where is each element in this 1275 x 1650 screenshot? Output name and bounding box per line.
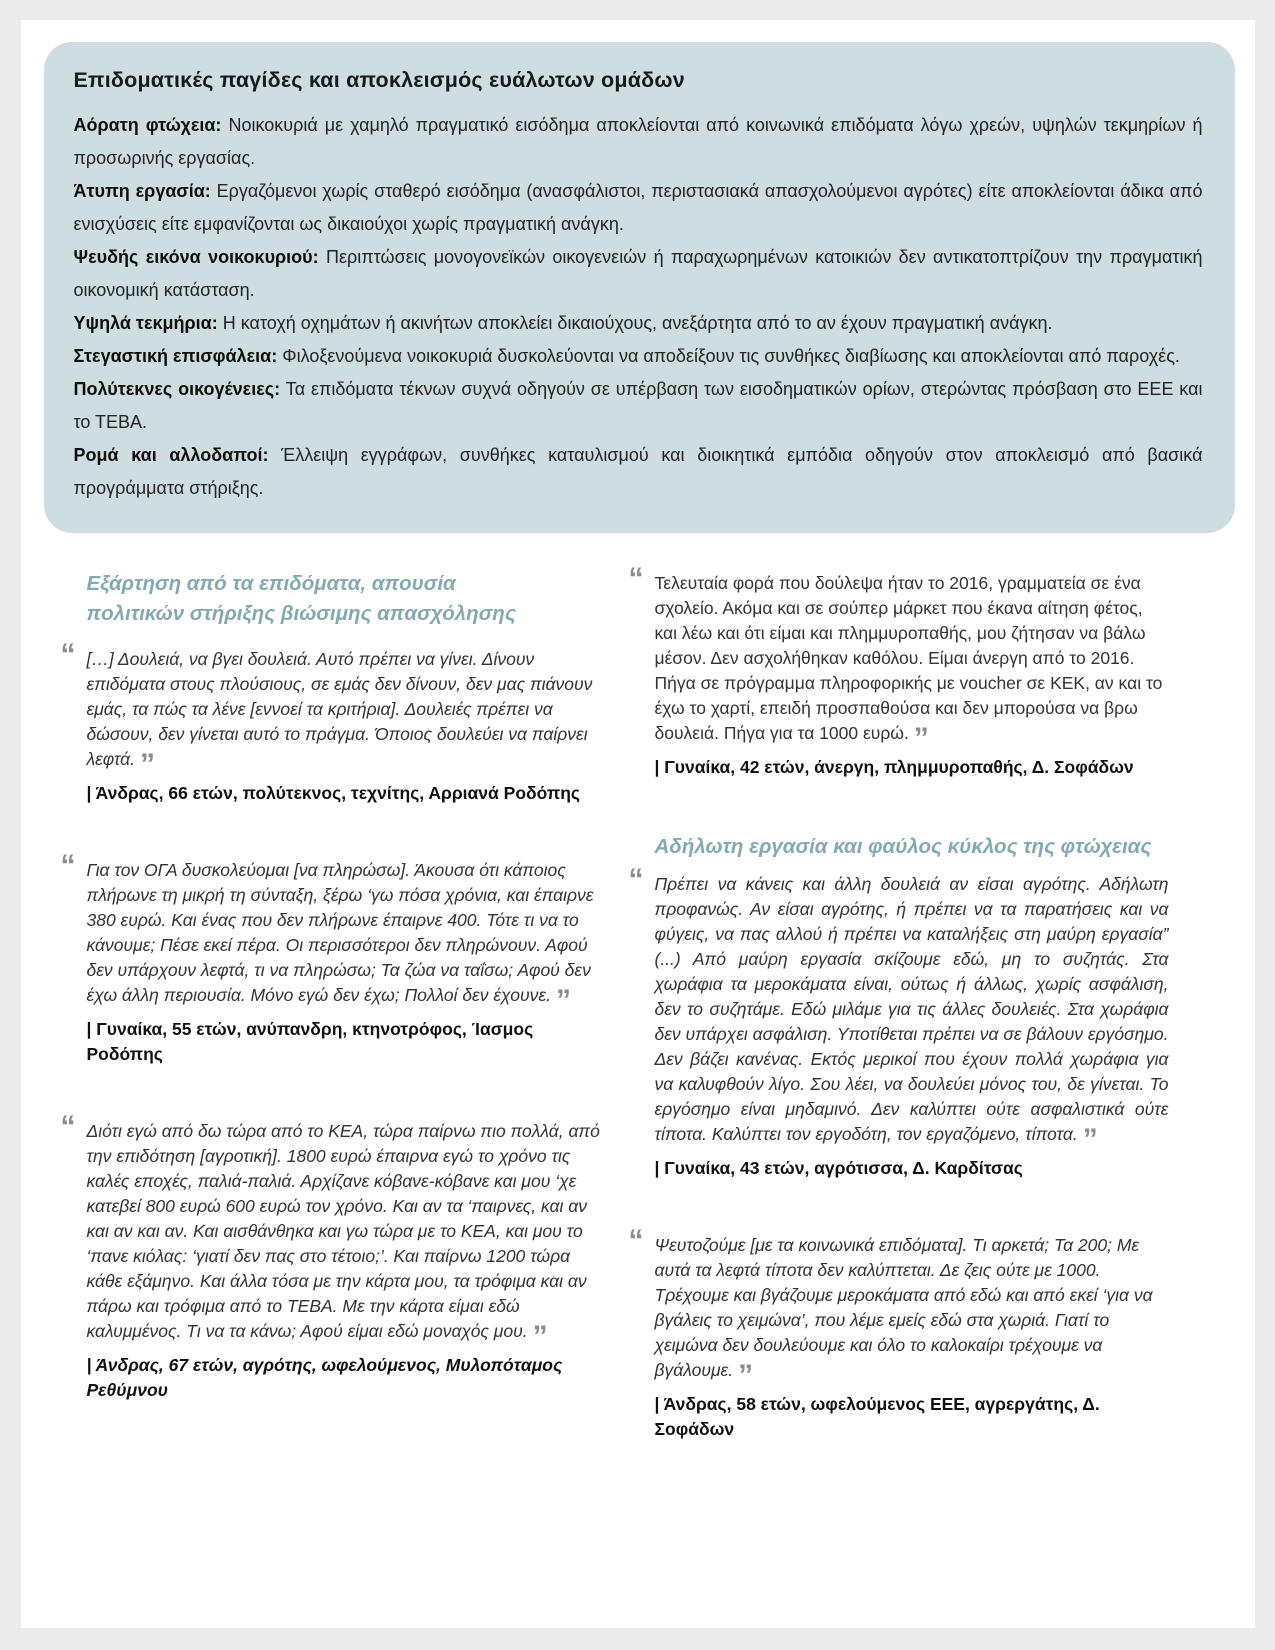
- quote-attribution: | Γυναίκα, 55 ετών, ανύπανδρη, κτηνοτρόφος, Ίασμος Ροδόπης: [86, 1019, 534, 1064]
- section-heading-undeclared-work: Αδήλωτη εργασία και φαύλος κύκλος της φτώχειας: [654, 835, 1152, 858]
- info-item-label: Αόρατη φτώχεια:: [73, 115, 222, 135]
- quote-attribution: | Άνδρας, 66 ετών, πολύτεκνος, τεχνίτης, Αρριανά Ροδόπης: [86, 783, 581, 803]
- info-item-label: Ψευδής εικόνα νοικοκυριού:: [73, 247, 319, 267]
- info-item-text: Έλλειψη εγγράφων, συνθήκες καταυλισμού και διοικητικά εμπόδια οδηγούν στον αποκλεισμό από βασικά προγράμματα στήριξης.: [73, 445, 1203, 498]
- quote-figure: “ Για τον ΟΓΑ δυσκολεύομαι [να πληρώσω]. Άκουσα ότι κάποιος πλήρωνε τη μικρή τη σύνταξη, ξέρω ‘γω πόσα χρόνια, και έπαιρνε 380 ευρώ. Και ένας που δεν πλήρωνε έπαιρνε 400. Τότε τι να το κάνουμε; Πέσε εκεί πέρα. Οι περισσότεροι δεν πληρώνουν. Αφού δεν υπάρχουν λεφτά, τι να πληρώσω; Τα ζώα να ταΐσω; Αφού δεν έχω άλλη περιουσία. Μόνο εγώ δεν έχω; Πολλοί δεν έχουνε. ”: [60, 849, 594, 1017]
- info-item-label: Υψηλά τεκμήρια:: [73, 313, 218, 333]
- section-heading-benefit-dependence: Εξάρτηση από τα επιδόματα, απουσία πολιτικών στήριξης βιώσιμης απασχόλησης: [86, 572, 516, 625]
- open-quote-icon: “: [60, 638, 74, 671]
- quote-text: Διότι εγώ από δω τώρα από το ΚΕΑ, τώρα παίρνω πιο πολλά, από την επιδότηση [αγροτική]. 1800 ευρώ έπαιρνα εγώ το χρόνο τις καλές εποχές, παλιά-παλιά. Αρχίζανε κόβανε-κόβανε και μου ‘χε κατεβεί 800 ευρώ 600 ευρώ τον χρόνο. Και αν τα ‘παιρνες, και αν και αν και αν. Και αισθάνθηκα και γω τώρα με το ΚΕΑ, και μου το ‘πανε κιόλας: ‘γιατί δεν πας στο τέτοιο;’. Και παίρνω 1200 τώρα κάθε εξάμηνο. Και άλλα τόσα με την κάρτα μου, τα τρόφιμα και αν πάρω και τρόφιμα από το ΤΕΒΑ. Με την κάρτα είμαι εδώ καλυμμένος. Τι να τα κάνω; Αφού είμαι εδώ μοναχός μου.: [86, 1121, 600, 1341]
- document-page: [21, 20, 1255, 1628]
- open-quote-icon: “: [628, 562, 642, 595]
- info-item-housing-insecurity: [74, 340, 1203, 373]
- open-quote-icon: “: [60, 849, 74, 882]
- info-item-text: Φιλοξενούμενα νοικοκυριά δυσκολεύονται να αποδείξουν τις συνθήκες διαβίωσης και αποκλείονται από παροχές.: [282, 346, 1180, 366]
- info-item-label: Ρομά και αλλοδαποί:: [73, 445, 269, 465]
- quote-columns: [21, 533, 1255, 1494]
- info-item-text: Νοικοκυριά με χαμηλό πραγματικό εισόδημα αποκλείονται από κοινωνικά επιδόματα λόγω χρεών, υψηλών τεκμηρίων ή προσωρινής εργασίας.: [73, 115, 1203, 168]
- quote-block: [628, 863, 1169, 1181]
- info-item-text: Εργαζόμενοι χωρίς σταθερό εισόδημα (ανασφάλιστοι, περιστασιακά απασχολούμενοι αγρότες) είτε αποκλείονται άδικα από ενισχύσεις είτε εμφανίζονται ως δικαιούχοι χωρίς πραγματική ανάγκη.: [73, 181, 1203, 234]
- info-item-text: Η κατοχή οχημάτων ή ακινήτων αποκλείει δικαιούχους, ανεξάρτητα από το αν έχουν πραγματική ανάγκη.: [222, 313, 1053, 333]
- quote-attribution: | Άνδρας, 67 ετών, αγρότης, ωφελούμενος, Μυλοπόταμος Ρεθύμνου: [86, 1355, 563, 1400]
- info-item-false-household-picture: [74, 241, 1203, 307]
- quote-text: Πρέπει να κάνεις και άλλη δουλειά αν είσαι αγρότης. Αδήλωτη προφανώς. Αν είσαι αγρότης, ή πρέπει να τα παρατήσεις και να φύγεις, να πας αλλού ή πρέπει να καταλήξεις στη μαύρη εργασία” (...) Από μαύρη εργασία σκίζουμε εδώ, μη το συζητάς. Στα χωράφια τα μεροκάματα είναι, ούτως ή άλλως, χωρίς ασφάλιση, δεν το συζητάμε. Εδώ μιλάμε για τις άλλες δουλειές. Στα χωράφια δεν υπάρχει ασφάλιση. Υποτίθεται πρέπει να σε βάλουν εργόσημο. Δεν βάζει κανένας. Εκτός μερικοί που έχουν πολλά χωράφια για να καλυφθούν λίγο. Σου λέει, να δουλεύει μόνος του, δε γίνεται. Το εργόσημο είναι μηδαμινό. Δεν καλύπτει ούτε ασφαλιστικά ούτε τίποτα. Καλύπτει τον εργοδότη, τον εργαζόμενο, τίποτα.: [654, 874, 1169, 1144]
- info-item-large-families: [74, 373, 1203, 439]
- quote-attribution: | Άνδρας, 58 ετών, ωφελούμενος ΕΕΕ, αγρεργάτης, Δ. Σοφάδων: [654, 1394, 1100, 1439]
- quote-figure: “ Τελευταία φορά που δούλεψα ήταν το 2016, γραμματεία σε ένα σχολείο. Ακόμα και σε σούπερ μάρκετ που έκανα αίτηση φέτος, και λέω και ότι είμαι και πλημμυροπαθής, μου ζήτησαν να βάλω μέσον. Δεν ασχολήθηκαν καθόλου. Είμαι άνεργη από το 2016. Πήγα σε πρόγραμμα πληροφορικής με voucher σε ΚΕΚ, αν και το έχω το χαρτί, επειδή προσπαθούσα και δεν μπορούσα να βρω δουλειά. Πήγα για τα 1000 ευρώ. ”: [628, 562, 1163, 755]
- info-item-label: Πολύτεκνες οικογένειες:: [73, 379, 281, 399]
- quote-block: [628, 562, 1169, 780]
- open-quote-icon: “: [60, 1110, 74, 1143]
- quote-block: [60, 638, 601, 806]
- right-column: [628, 562, 1169, 1494]
- quote-figure: “ Πρέπει να κάνεις και άλλη δουλειά αν είσαι αγρότης. Αδήλωτη προφανώς. Αν είσαι αγρότης, ή πρέπει να τα παρατήσεις και να φύγεις, να πας αλλού ή πρέπει να καταλήξεις στη μαύρη εργασία” (...) Από μαύρη εργασία σκίζουμε εδώ, μη το συζητάς. Στα χωράφια τα μεροκάματα είναι, ούτως ή άλλως, χωρίς ασφάλιση, δεν το συζητάμε. Εδώ μιλάμε για τις άλλες δουλειές. Στα χωράφια δεν υπάρχει ασφάλιση. Υποτίθεται πρέπει να σε βάλουν εργόσημο. Δεν βάζει κανένας. Εκτός μερικοί που έχουν πολλά χωράφια για να καλυφθούν λίγο. Σου λέει, να δουλεύει μόνος του, δε γίνεται. Το εργόσημο είναι μηδαμινό. Δεν καλύπτει ούτε ασφαλιστικά ούτε τίποτα. Καλύπτει τον εργοδότη, τον εργαζόμενο, τίποτα. ”: [628, 863, 1169, 1156]
- quote-block: [60, 849, 601, 1067]
- quote-attribution: | Γυναίκα, 42 ετών, άνεργη, πλημμυροπαθής, Δ. Σοφάδων: [654, 757, 1134, 777]
- info-item-roma-foreigners: [74, 439, 1203, 505]
- info-item-high-presumptions: [74, 307, 1203, 340]
- quote-figure: “ […] Δουλειά, να βγει δουλειά. Αυτό πρέπει να γίνει. Δίνουν επιδόματα στους πλούσιους, σε εμάς δεν δίνουν, δεν μας πιάνουν εμάς, τα πώς τα λένε [εννοεί τα κριτήρια]. Δουλειές πρέπει να δώσουν, δεν γίνεται αυτό το πράγμα. Όποιος δουλεύει να παίρνει λεφτά. ”: [60, 638, 593, 781]
- info-item-label: Στεγαστική επισφάλεια:: [73, 346, 278, 366]
- quote-text: […] Δουλειά, να βγει δουλειά. Αυτό πρέπει να γίνει. Δίνουν επιδόματα στους πλούσιους, σε εμάς δεν δίνουν, δεν μας πιάνουν εμάς, τα πώς τα λένε [εννοεί τα κριτήρια]. Δουλειές πρέπει να δώσουν, δεν γίνεται αυτό το πράγμα. Όποιος δουλεύει να παίρνει λεφτά.: [86, 649, 593, 769]
- infobox-title: Επιδοματικές παγίδες και αποκλεισμός ευάλωτων ομάδων: [73, 68, 685, 92]
- info-item-invisible-poverty: [74, 109, 1203, 175]
- info-item-label: Άτυπη εργασία:: [73, 181, 211, 201]
- quote-text: Τελευταία φορά που δούλεψα ήταν το 2016, γραμματεία σε ένα σχολείο. Ακόμα και σε σούπερ μάρκετ που έκανα αίτηση φέτος, και λέω και ότι είμαι και πλημμυροπαθής, μου ζήτησαν να βάλω μέσον. Δεν ασχολήθηκαν καθόλου. Είμαι άνεργη από το 2016. Πήγα σε πρόγραμμα πληροφορικής με voucher σε ΚΕΚ, αν και το έχω το χαρτί, επειδή προσπαθούσα και δεν μπορούσα να βρω δουλειά. Πήγα για τα 1000 ευρώ.: [654, 573, 1163, 743]
- infobox-benefit-traps: [44, 42, 1235, 533]
- info-item-text: Τα επιδόματα τέκνων συχνά οδηγούν σε υπέρβαση των εισοδηματικών ορίων, στερώντας πρόσβαση στο ΕΕΕ και το ΤΕΒΑ.: [73, 379, 1203, 432]
- quote-figure: “ Διότι εγώ από δω τώρα από το ΚΕΑ, τώρα παίρνω πιο πολλά, από την επιδότηση [αγροτική]. 1800 ευρώ έπαιρνα εγώ το χρόνο τις καλές εποχές, παλιά-παλιά. Αρχίζανε κόβανε-κόβανε και μου ‘χε κατεβεί 800 ευρώ 600 ευρώ τον χρόνο. Και αν τα ‘παιρνες, και αν και αν και αν. Και αισθάνθηκα και γω τώρα με το ΚΕΑ, και μου το ‘πανε κιόλας: ‘γιατί δεν πας στο τέτοιο;’. Και παίρνω 1200 τώρα κάθε εξάμηνο. Και άλλα τόσα με την κάρτα μου, τα τρόφιμα και αν πάρω και τρόφιμα από το ΤΕΒΑ. Με την κάρτα είμαι εδώ καλυμμένος. Τι να τα κάνω; Αφού είμαι εδώ μοναχός μου. ”: [60, 1110, 600, 1353]
- quote-attribution: | Γυναίκα, 43 ετών, αγρότισσα, Δ. Καρδίτσας: [654, 1158, 1023, 1178]
- info-item-text: Περιπτώσεις μονογονεϊκών οικογενειών ή παραχωρημένων κατοικιών δεν αντικατοπτρίζουν την πραγματική οικονομική κατάσταση.: [73, 247, 1203, 300]
- quote-block: [628, 1224, 1169, 1442]
- quote-block: [60, 1110, 601, 1403]
- open-quote-icon: “: [628, 863, 642, 896]
- info-item-informal-work: [74, 175, 1203, 241]
- left-column: [60, 569, 601, 1494]
- quote-text: Για τον ΟΓΑ δυσκολεύομαι [να πληρώσω]. Άκουσα ότι κάποιος πλήρωνε τη μικρή τη σύνταξη, ξέρω ‘γω πόσα χρόνια, και έπαιρνε 380 ευρώ. Και ένας που δεν πλήρωνε έπαιρνε 400. Τότε τι να το κάνουμε; Πέσε εκεί πέρα. Οι περισσότεροι δεν πληρώνουν. Αφού δεν υπάρχουν λεφτά, τι να πληρώσω; Τα ζώα να ταΐσω; Αφού δεν έχω άλλη περιουσία. Μόνο εγώ δεν έχω; Πολλοί δεν έχουνε.: [86, 860, 594, 1005]
- open-quote-icon: “: [628, 1224, 642, 1257]
- quote-text: Ψευτοζούμε [με τα κοινωνικά επιδόματα]. Τι αρκετά; Τα 200; Με αυτά τα λεφτά τίποτα δεν καλύπτεται. Δε ζεις ούτε με 1000. Τρέχουμε και βγάζουμε μεροκάματα από εδώ και από εκεί ‘για να βγάλεις το χειμώνα’, που λέμε εμείς εδώ στα χωριά. Γιατί το χειμώνα δεν δουλεύουμε και όλο το καλοκαίρι τρέχουμε να βγάλουμε.: [654, 1235, 1153, 1380]
- quote-figure: “ Ψευτοζούμε [με τα κοινωνικά επιδόματα]. Τι αρκετά; Τα 200; Με αυτά τα λεφτά τίποτα δεν καλύπτεται. Δε ζεις ούτε με 1000. Τρέχουμε και βγάζουμε μεροκάματα από εδώ και από εκεί ‘για να βγάλεις το χειμώνα’, που λέμε εμείς εδώ στα χωριά. Γιατί το χειμώνα δεν δουλεύουμε και όλο το καλοκαίρι τρέχουμε να βγάλουμε. ”: [628, 1224, 1153, 1392]
